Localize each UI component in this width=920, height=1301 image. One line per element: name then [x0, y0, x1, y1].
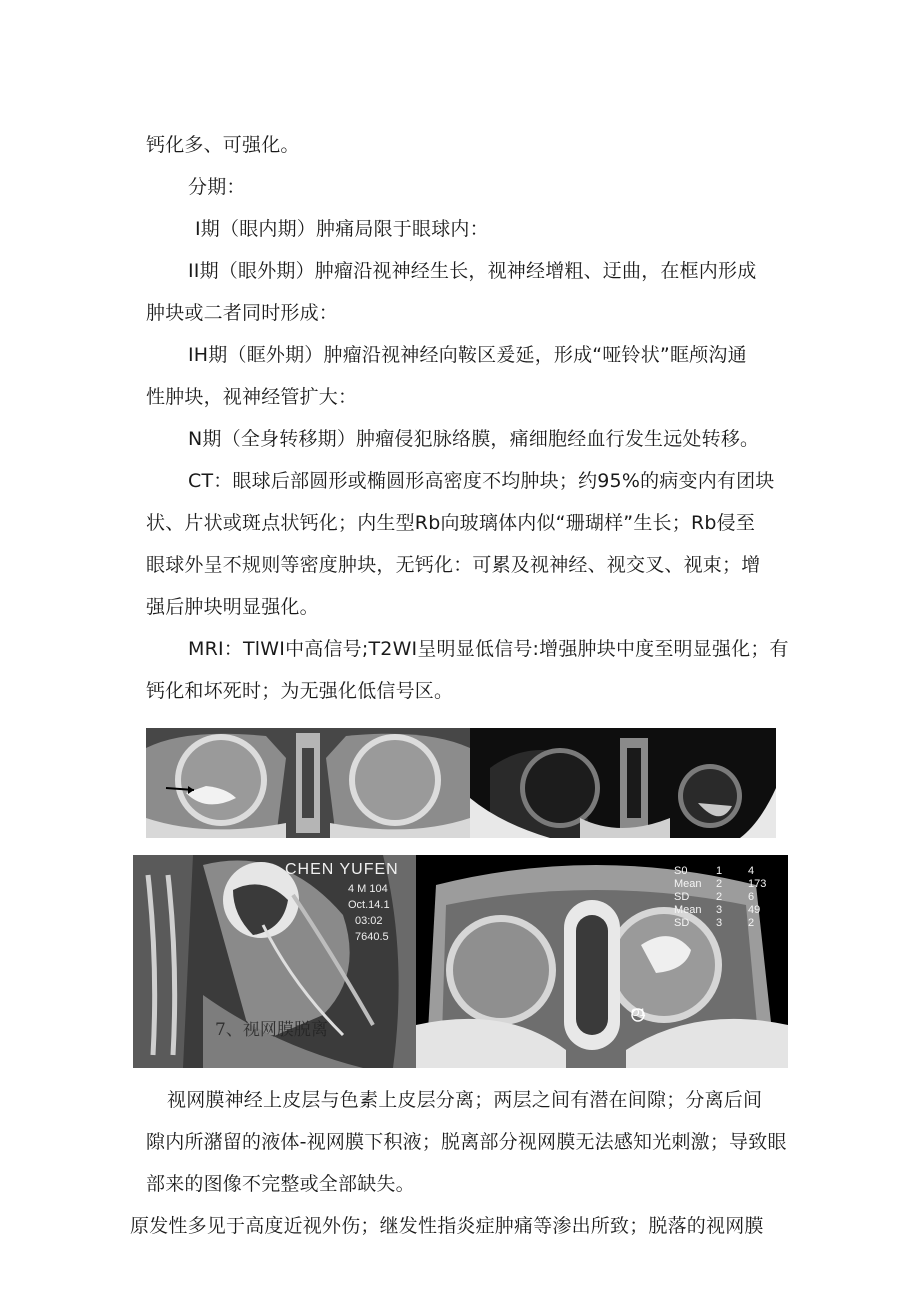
text-line-4: II期（眼外期）肿瘤沿视神经生长，视神经增粗、迂曲，在框内形成	[188, 260, 757, 282]
ct-orbit-image-2	[470, 728, 776, 838]
text-line-11: 眼球外呈不规则等密度肿块，无钙化：可累及视神经、视交叉、视束；增	[146, 554, 761, 576]
ct-stats-row: Mean 3 49	[674, 904, 761, 916]
ct-stats-row: SD 2 6	[674, 891, 755, 903]
mri-info-4: 7640.5	[355, 931, 389, 943]
text-line-17: 部来的图像不完整或全部缺失。	[146, 1173, 415, 1195]
text-line-14: 钙化和坏死时；为无强化低信号区。	[146, 680, 454, 702]
text-line-9: CT：眼球后部圆形或椭圆形高密度不均肿块；约95%的病变内有团块	[188, 470, 775, 492]
mri-info-2: Oct.14.1	[348, 899, 390, 911]
ct-stats-row: SD 3 2	[674, 917, 755, 929]
mri-caption: 7、视网膜脱离	[215, 1020, 328, 1040]
ct-stats-table	[674, 865, 766, 930]
text-line-15: 视网膜神经上皮层与色素上皮层分离；两层之间有潜在间隙；分离后间	[167, 1089, 763, 1111]
text-line-3: I期（眼内期）肿痛局限于眼球内：	[195, 218, 489, 240]
text-line-6: IH期（眶外期）肿瘤沿视神经向鞍区爰延，形成“哑铃状”眶颅沟通	[188, 344, 747, 366]
text-line-18: 原发性多见于高度近视外伤；继发性指炎症肿痛等渗出所致；脱落的视网膜	[130, 1215, 764, 1237]
text-line-7: 性肿块，视神经管扩大：	[146, 386, 358, 408]
mri-info-1: 4 M 104	[348, 883, 388, 895]
text-line-1: 钙化多、可强化。	[146, 134, 300, 156]
ct-orbit-image-1	[146, 728, 470, 838]
text-line-16: 隙内所潴留的液体-视网膜下积液；脱离部分视网膜无法感知光刺激；导致眼	[146, 1131, 787, 1153]
text-line-12: 强后肿块明显强化。	[146, 596, 319, 618]
text-line-10: 状、片状或斑点状钙化；内生型Rb向玻璃体内似“珊瑚样”生长；Rb侵至	[146, 512, 756, 534]
text-line-13: MRI：TlWI中高信号;T2WI呈明显低信号:增强肿块中度至明显强化；有	[188, 638, 789, 660]
text-line-2: 分期：	[188, 176, 246, 198]
mri-retinal-detachment-image	[133, 855, 416, 1068]
text-line-8: N期（全身转移期）肿瘤侵犯脉络膜，痛细胞经血行发生远处转移。	[188, 428, 760, 450]
ct-stats-row: S0 1 4	[674, 865, 755, 877]
ct-roi-label: O1	[631, 1007, 646, 1019]
ct-stats-row: Mean 2 173	[674, 878, 767, 890]
mri-info-3: 03:02	[355, 915, 383, 927]
text-line-5: 肿块或二者同时形成：	[146, 302, 339, 324]
ct-stats-image	[416, 855, 788, 1068]
mri-patient-name: CHEN YUFEN	[285, 861, 399, 878]
